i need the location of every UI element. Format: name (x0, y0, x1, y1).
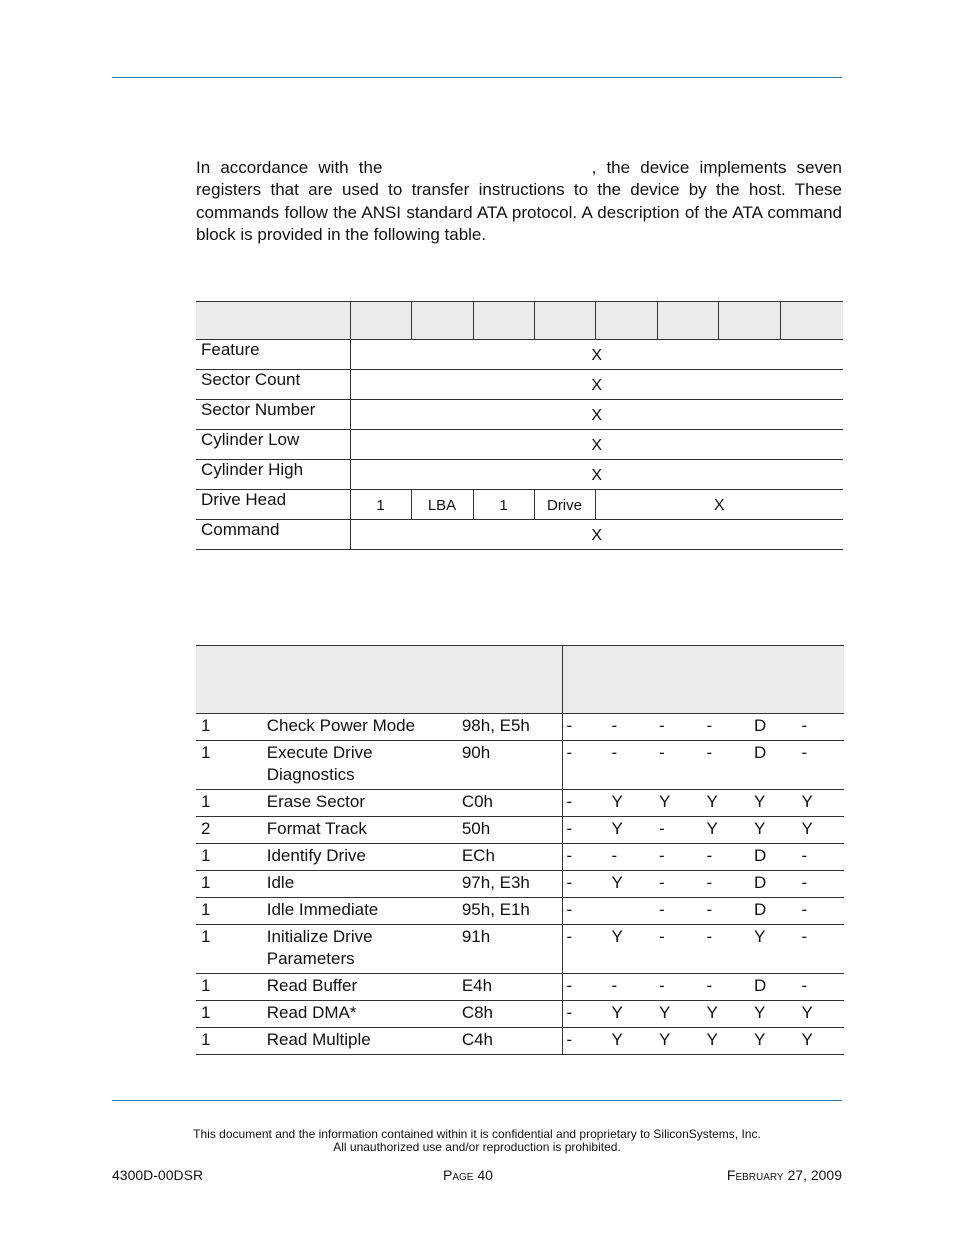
command-flag: - (563, 871, 612, 898)
command-class: 2 (196, 817, 267, 844)
command-flag: - (563, 714, 612, 741)
command-flag: - (706, 974, 754, 1001)
command-row (196, 844, 844, 871)
command-row (196, 898, 844, 925)
header-cell (657, 302, 718, 340)
command-flag: - (801, 871, 844, 898)
command-flag: Y (754, 1028, 802, 1055)
command-flag (611, 898, 659, 925)
command-flag: D (754, 844, 802, 871)
command-name: Execute Drive Diagnostics (267, 741, 462, 790)
command-flag: D (754, 974, 802, 1001)
command-row (196, 817, 844, 844)
command-flag: D (754, 714, 802, 741)
command-row (196, 1028, 844, 1055)
command-flag: Y (611, 817, 659, 844)
register-name: Cylinder Low (196, 430, 350, 460)
command-class: 1 (196, 741, 267, 790)
register-row (196, 490, 843, 520)
register-bit: 1 (350, 490, 411, 520)
command-row (196, 741, 844, 790)
register-name: Command (196, 520, 350, 550)
command-class: 1 (196, 871, 267, 898)
intro-text-before: In accordance with the (196, 158, 383, 177)
register-name: Sector Number (196, 400, 350, 430)
command-flag: Y (754, 790, 802, 817)
command-flag: - (659, 925, 707, 974)
register-value: X (350, 520, 843, 550)
command-flag: - (801, 844, 844, 871)
register-value: X (595, 490, 843, 520)
register-table-header (196, 302, 843, 340)
command-flag: - (563, 1001, 612, 1028)
command-class: 1 (196, 898, 267, 925)
command-flag: Y (611, 871, 659, 898)
intro-text-after: , the device implements seven registers that are used to transfer instructions to the device by the host. These commands follow the ANSI standard ATA protocol. A description of the ATA command block is provided in the following table. (196, 158, 842, 245)
register-value: X (350, 370, 843, 400)
header-rule (112, 77, 842, 78)
register-row (196, 400, 843, 430)
command-flag: - (801, 741, 844, 790)
command-flag: Y (706, 1028, 754, 1055)
command-flag: - (659, 844, 707, 871)
command-name: Idle (267, 871, 462, 898)
command-flag: - (801, 925, 844, 974)
command-name: Read Multiple (267, 1028, 462, 1055)
command-flag: - (563, 844, 612, 871)
command-table-header (196, 646, 844, 714)
command-flag: - (659, 871, 707, 898)
header-cell (718, 302, 780, 340)
command-flag: D (754, 898, 802, 925)
command-code: C4h (462, 1028, 563, 1055)
header-cell (595, 302, 657, 340)
command-class: 1 (196, 925, 267, 974)
command-flag: Y (659, 1001, 707, 1028)
command-flag: - (563, 974, 612, 1001)
header-cell (534, 302, 595, 340)
command-flag: Y (611, 1001, 659, 1028)
register-value: X (350, 340, 843, 370)
header-cell (473, 302, 534, 340)
command-code: ECh (462, 844, 563, 871)
command-name: Idle Immediate (267, 898, 462, 925)
command-name: Identify Drive (267, 844, 462, 871)
command-flag: Y (801, 790, 844, 817)
register-row (196, 430, 843, 460)
command-flag: D (754, 871, 802, 898)
command-flag: Y (754, 817, 802, 844)
notice-line: All unauthorized use and/or reproduction is prohibited. (333, 1140, 621, 1154)
confidentiality-notice (0, 1128, 954, 1154)
command-flag: - (706, 871, 754, 898)
command-flag: - (611, 844, 659, 871)
command-class: 1 (196, 844, 267, 871)
command-flag: Y (754, 1001, 802, 1028)
command-code: 97h, E3h (462, 871, 563, 898)
header-cell (563, 646, 844, 714)
register-name: Cylinder High (196, 460, 350, 490)
command-flag: - (659, 898, 707, 925)
command-class: 1 (196, 1028, 267, 1055)
command-flag: Y (659, 1028, 707, 1055)
register-value: X (350, 400, 843, 430)
command-flag: - (563, 790, 612, 817)
command-row (196, 1001, 844, 1028)
command-code: 98h, E5h (462, 714, 563, 741)
command-code: 50h (462, 817, 563, 844)
header-cell (780, 302, 843, 340)
command-flag: - (706, 741, 754, 790)
command-flag: D (754, 741, 802, 790)
command-table-body (196, 714, 844, 1055)
command-name: Initialize Drive Parameters (267, 925, 462, 974)
command-flag: - (563, 898, 612, 925)
register-value: X (350, 460, 843, 490)
register-name: Feature (196, 340, 350, 370)
command-row (196, 790, 844, 817)
command-flag: - (659, 741, 707, 790)
command-flag: - (706, 925, 754, 974)
footer-rule (112, 1100, 842, 1101)
command-name: Check Power Mode (267, 714, 462, 741)
register-row (196, 340, 843, 370)
register-value: X (350, 430, 843, 460)
command-flag: - (706, 844, 754, 871)
command-row (196, 925, 844, 974)
command-flag: - (563, 741, 612, 790)
notice-line: This document and the information contained within it is confidential and proprietary to SiliconSystems, Inc. (193, 1127, 761, 1141)
command-flag: - (563, 1028, 612, 1055)
header-cell (196, 302, 350, 340)
command-flag: - (611, 714, 659, 741)
command-flag: - (801, 714, 844, 741)
register-bit: 1 (473, 490, 534, 520)
command-flag: Y (706, 817, 754, 844)
command-row (196, 974, 844, 1001)
command-class: 1 (196, 1001, 267, 1028)
command-flag: - (563, 925, 612, 974)
command-flag: - (659, 817, 707, 844)
register-row (196, 460, 843, 490)
document-number: 4300D-00DSR (112, 1167, 204, 1183)
command-name: Erase Sector (267, 790, 462, 817)
command-flag: - (706, 714, 754, 741)
intro-paragraph (196, 157, 842, 247)
command-code: C0h (462, 790, 563, 817)
command-row (196, 714, 844, 741)
command-name: Format Track (267, 817, 462, 844)
command-flag: Y (611, 790, 659, 817)
command-flag: - (611, 974, 659, 1001)
register-table (196, 301, 843, 550)
command-code: 91h (462, 925, 563, 974)
command-flag: - (706, 898, 754, 925)
command-flag: Y (611, 925, 659, 974)
command-code: 95h, E1h (462, 898, 563, 925)
command-flag: Y (801, 1028, 844, 1055)
command-flag: - (801, 974, 844, 1001)
command-flag: Y (706, 790, 754, 817)
command-flag: Y (754, 925, 802, 974)
command-flag: Y (611, 1028, 659, 1055)
register-row (196, 370, 843, 400)
header-cell (196, 646, 563, 714)
command-class: 1 (196, 714, 267, 741)
header-cell (350, 302, 411, 340)
command-flag: Y (659, 790, 707, 817)
header-cell (411, 302, 473, 340)
command-code: C8h (462, 1001, 563, 1028)
command-table (196, 645, 844, 1055)
command-flag: Y (706, 1001, 754, 1028)
command-flag: Y (801, 817, 844, 844)
command-class: 1 (196, 790, 267, 817)
command-flag: - (563, 817, 612, 844)
register-bit: LBA (411, 490, 473, 520)
command-flag: - (801, 898, 844, 925)
command-code: 90h (462, 741, 563, 790)
command-flag: - (659, 714, 707, 741)
command-row (196, 871, 844, 898)
document-date: February 27, 2009 (726, 1167, 842, 1183)
command-code: E4h (462, 974, 563, 1001)
command-name: Read DMA* (267, 1001, 462, 1028)
register-name: Drive Head (196, 490, 350, 520)
register-row (196, 520, 843, 550)
command-name: Read Buffer (267, 974, 462, 1001)
command-flag: - (659, 974, 707, 1001)
page-number: Page 40 (443, 1167, 493, 1183)
register-name: Sector Count (196, 370, 350, 400)
register-bit: Drive (534, 490, 595, 520)
command-flag: - (611, 741, 659, 790)
command-flag: Y (801, 1001, 844, 1028)
command-class: 1 (196, 974, 267, 1001)
